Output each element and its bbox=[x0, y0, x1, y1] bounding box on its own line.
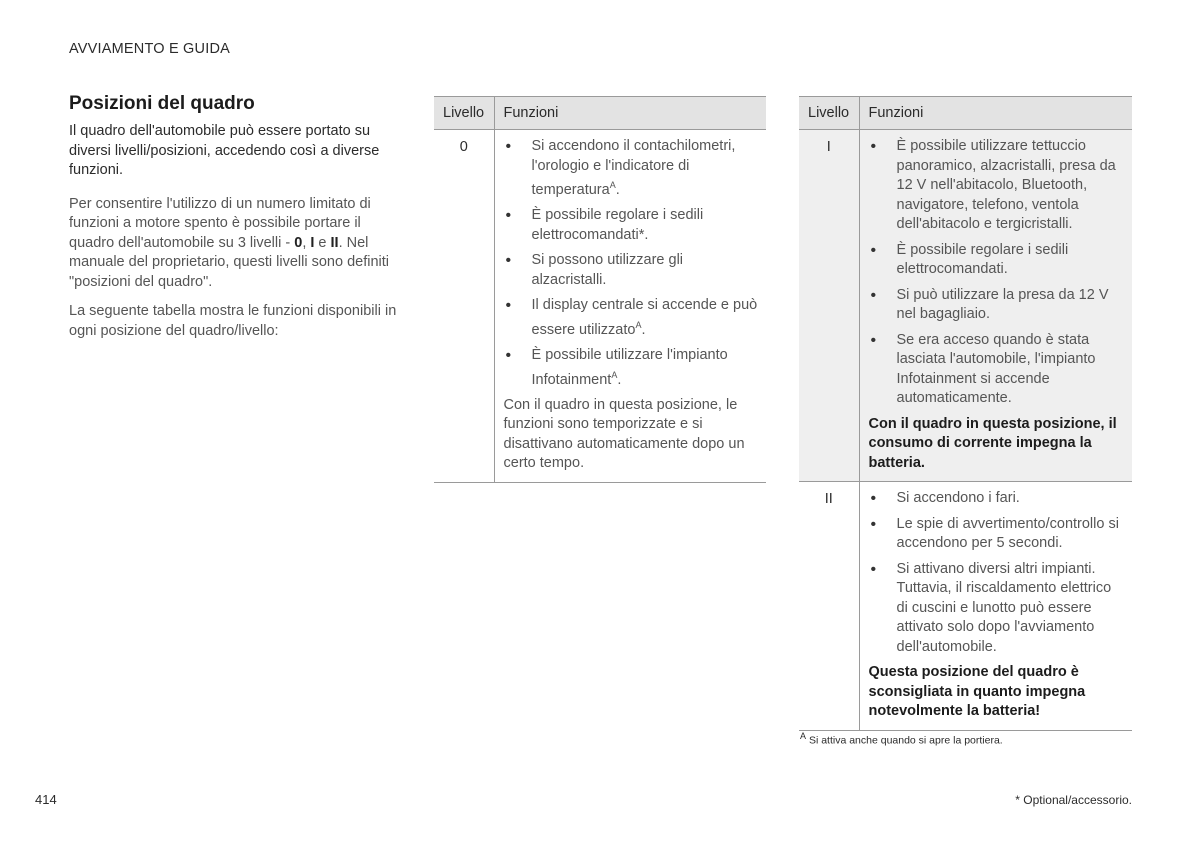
list-item-text: Si accendono il contachilometri, l'orologio e l'indicatore di temperatura bbox=[531, 138, 736, 198]
column-header-level: Livello bbox=[799, 97, 859, 130]
column-header-level: Livello bbox=[434, 97, 494, 130]
period: . bbox=[641, 321, 646, 338]
level-0-note: Con il quadro in questa posizione, le funzioni sono temporizzate e si disattivano automaticamente dopo un certo tempo. bbox=[503, 396, 745, 472]
list-item: • È possibile utilizzare tettuccio panoramico, alzacristalli, presa da 12 V nell'abitacolo, Bluetooth, navigatore, telefono, ventola dell'abitacolo e tergicristalli. bbox=[869, 137, 1125, 235]
list-item: • Si attivano diversi altri impianti. Tuttavia, il riscaldamento elettrico di cuscini e lunotto può essere attivato solo dopo l'avviamento dell'automobile. bbox=[869, 560, 1125, 658]
footnote-ref: A bbox=[609, 180, 616, 190]
level-cell: 0 bbox=[434, 130, 494, 483]
table-row bbox=[799, 130, 1132, 482]
levels-text-a: Per consentire l'utilizzo di un numero limitato di funzioni a motore spento è possibile portare il quadro dell'automobile su 3 livelli - bbox=[69, 195, 371, 251]
intro-text: Il quadro dell'automobile può essere portato su diversi livelli/posizioni, accedendo così a diverse funzioni. bbox=[69, 123, 380, 178]
list-item bbox=[504, 346, 759, 390]
footnote-ref: A bbox=[611, 369, 618, 380]
level-0-label: 0 bbox=[294, 234, 303, 251]
functions-list bbox=[504, 137, 759, 390]
list-item bbox=[504, 206, 759, 245]
list-item: • Si può utilizzare la presa da 12 V nel bagagliaio. bbox=[869, 286, 1125, 325]
page-title: Posizioni del quadro bbox=[69, 93, 255, 114]
section-header: AVVIAMENTO E GUIDA bbox=[69, 41, 230, 57]
level-2-label: II bbox=[330, 234, 339, 251]
list-item: • Se era acceso quando è stata lasciata l'automobile, l'impianto Infotainment si accende automaticamente. bbox=[869, 331, 1125, 409]
intro-column bbox=[69, 93, 399, 351]
list-item-text: Il display centrale si accende e può essere utilizzato bbox=[531, 297, 758, 338]
levels-separator: e bbox=[314, 234, 331, 251]
list-item-text: È possibile utilizzare l'impianto Infotainment bbox=[531, 347, 728, 388]
list-item: • Le spie di avvertimento/controllo si accendono per 5 secondi. bbox=[869, 515, 1125, 554]
footnote-text: Si attiva anche quando si apre la portiera. bbox=[808, 734, 1003, 747]
list-item bbox=[504, 137, 759, 200]
page-number: 414 bbox=[35, 792, 57, 807]
level-1-2-table bbox=[799, 96, 1132, 731]
list-item-text: È possibile regolare i sedili elettrocomandati*. bbox=[531, 207, 704, 243]
footnote-ref: A bbox=[635, 319, 642, 330]
list-item bbox=[504, 251, 759, 290]
level-cell: II bbox=[799, 482, 859, 731]
column-header-functions: Funzioni bbox=[859, 97, 1132, 130]
period: . bbox=[615, 181, 620, 198]
table-intro-paragraph: La seguente tabella mostra le funzioni disponibili in ogni posizione del quadro/livello: bbox=[69, 303, 397, 339]
level-1-warning: Con il quadro in questa posizione, il consumo di corrente impegna la batteria. bbox=[868, 415, 1117, 471]
functions-cell bbox=[859, 130, 1132, 482]
levels-separator: , bbox=[302, 234, 311, 251]
footnote bbox=[800, 731, 1003, 747]
functions-cell bbox=[494, 130, 766, 483]
level-1-label: I bbox=[310, 234, 315, 251]
levels-text-b: . Nel manuale del proprietario, questi livelli sono definiti "posizioni del quadro". bbox=[69, 234, 389, 290]
period: . bbox=[617, 371, 622, 388]
functions-cell bbox=[859, 482, 1132, 731]
table-row bbox=[799, 482, 1132, 731]
functions-list bbox=[869, 489, 1125, 657]
list-item: • Si accendono i fari. bbox=[869, 489, 1125, 509]
list-item bbox=[504, 296, 759, 340]
column-header-functions: Funzioni bbox=[494, 97, 766, 130]
level-2-warning: Questa posizione del quadro è sconsigliata in quanto impegna notevolmente la batteria! bbox=[868, 664, 1086, 719]
level-cell: I bbox=[799, 130, 859, 482]
footnote-marker: A bbox=[800, 731, 807, 741]
functions-list bbox=[869, 137, 1125, 409]
optional-note: * Optional/accessorio. bbox=[1015, 793, 1132, 807]
level-0-table bbox=[434, 96, 766, 483]
table-row bbox=[434, 130, 766, 483]
list-item: • È possibile regolare i sedili elettrocomandati. bbox=[869, 241, 1125, 280]
levels-paragraph bbox=[69, 195, 399, 293]
list-item-text: Si possono utilizzare gli alzacristalli. bbox=[531, 252, 684, 288]
